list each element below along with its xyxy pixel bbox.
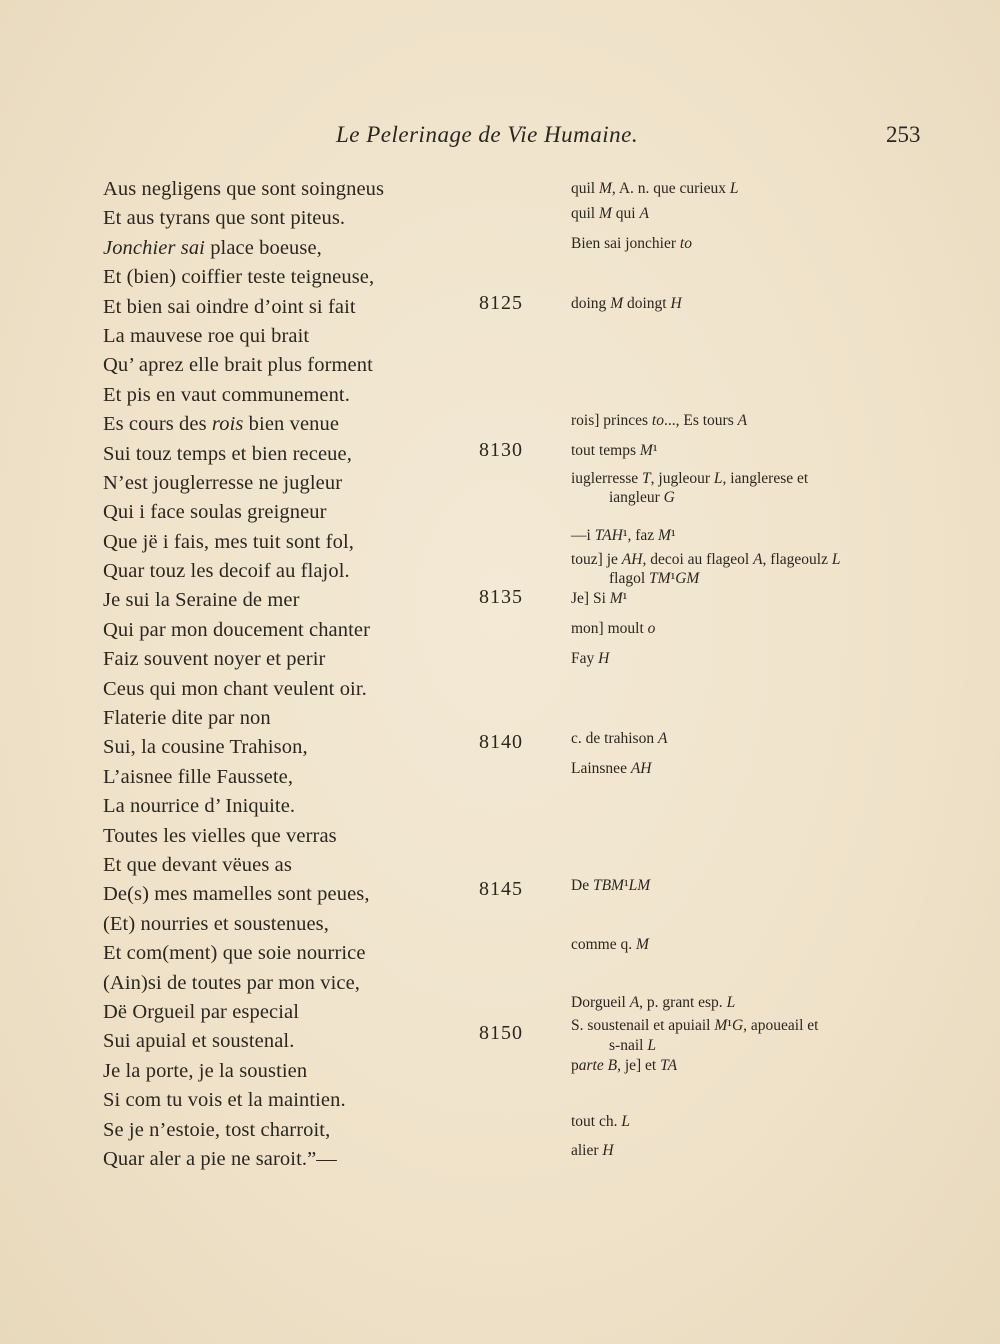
verse-line: Je sui la Seraine de mer [103,589,300,612]
verse-line: Et com(ment) que soie nourrice [103,942,366,965]
variant-note: De TBM¹LM [571,877,651,894]
verse-line: Et bien sai oindre d’oint si fait [103,295,356,318]
variant-note: comme q. M [571,936,649,953]
verse-line: Et que devant vëues as [103,853,292,876]
variant-note: touz] je AH, decoi au flageol A, flageoulz L [571,551,841,568]
verse-emphasis: Jonchier sai [103,236,205,259]
verse-line: Qui i face soulas greigneur [103,501,327,524]
variant-note: Fay H [571,650,610,667]
line-number: 8135 [479,586,523,608]
verse-line: Faiz souvent noyer et perir [103,648,326,671]
verse-line: Que jë i fais, mes tuit sont fol, [103,530,354,553]
variant-note: S. soustenail et apuiail M¹G, apoueail et [571,1017,819,1034]
verse-line: Es cours des rois bien venue [103,413,340,436]
verse-line: Toutes les vielles que verras [103,824,337,847]
variant-note: Lainsnee AH [571,760,652,777]
variant-note: quil M qui A [571,205,649,222]
verse-line: N’est jouglerresse ne jugleur [103,471,343,494]
variant-note-continuation: flagol TM¹GM [609,570,700,587]
verse-line: (Et) nourries et soustenues, [103,912,329,935]
verse-line: Jonchier sai place boeuse, [103,236,322,259]
verse-line: De(s) mes mamelles sont peues, [103,883,370,906]
variant-note: Dorgueil A, p. grant esp. L [571,994,736,1011]
line-number: 8130 [479,439,523,461]
variant-note: iuglerresse T, jugleour L, ianglerese et [571,470,809,487]
variant-note-continuation: s-nail L [609,1037,656,1054]
verse-line: Sui touz temps et bien receue, [103,442,352,465]
verse-line: L’aisnee fille Faussete, [103,765,294,788]
verse-line: Et (bien) coiffier teste teigneuse, [103,266,375,289]
verse-line: Je la porte, je la soustien [103,1059,308,1082]
verse-line: Si com tu vois et la maintien. [103,1089,346,1112]
variant-note: tout ch. L [571,1113,630,1130]
verse-line: Se je n’estoie, tost charroit, [103,1118,331,1141]
verse-line: Et aus tyrans que sont piteus. [103,207,346,230]
verse-line: Aus negligens que sont soingneus [103,178,385,200]
variant-note: doing M doingt H [571,295,682,312]
variant-note: Je] Si M¹ [571,590,628,607]
verse-line: Sui apuial et soustenal. [103,1030,295,1053]
variant-note: Bien sai jonchier to [571,235,692,252]
variant-note: tout temps M¹ [571,442,658,459]
variant-note: rois] princes to..., Es tours A [571,412,748,429]
line-number: 8125 [479,292,523,314]
verse-line: Ceus qui mon chant veulent oir. [103,677,367,700]
verse-line: Et pis en vaut communement. [103,383,350,406]
verse-line: (Ain)si de toutes par mon vice, [103,971,361,994]
variant-note-continuation: iangleur G [609,489,675,506]
line-number: 8145 [479,878,523,900]
verse-column [103,175,463,1174]
verse-line: Quar touz les decoif au flajol. [103,560,350,583]
variant-note: parte B, je] et TA [571,1057,678,1074]
variant-note: —i TAH¹, faz M¹ [571,527,676,544]
verse-line: Qu’ aprez elle brait plus forment [103,354,373,377]
verse-line: Sui, la cousine Trahison, [103,736,308,759]
page-number: 253 [886,122,921,147]
verse-line: La mauvese roe qui brait [103,324,310,347]
verse-line: Dë Orgueil par especial [103,1000,300,1023]
verse-emphasis: rois [211,413,244,436]
verse-line: Quar aler a pie ne saroit.”— [103,1147,337,1170]
verse-line: Flaterie dite par non [103,707,271,730]
variant-note: alier H [571,1142,614,1159]
verse-line: La nourrice d’ Iniquite. [103,795,296,818]
verse-line: Qui par mon doucement chanter [103,618,371,641]
line-number: 8140 [479,731,523,753]
variant-note: mon] moult o [571,620,656,637]
line-number: 8150 [479,1022,523,1044]
running-title: Le Pelerinage de Vie Humaine. [336,122,639,147]
variant-note: quil M, A. n. que curieux L [571,180,739,197]
variant-note: c. de trahison A [571,730,668,747]
